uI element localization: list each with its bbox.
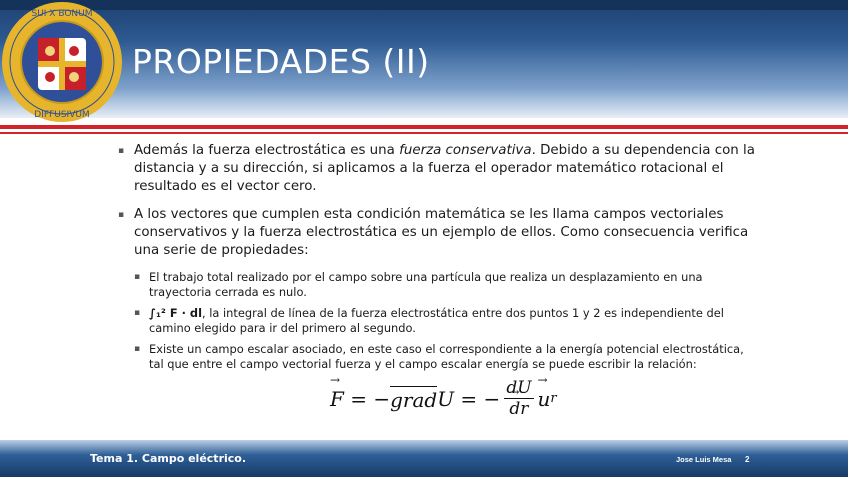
slide-title: PROPIEDADES (II) [132, 42, 430, 81]
sub-bullet-dot-icon: ▪ [134, 272, 141, 282]
formula-fraction [504, 378, 533, 419]
sub-bullet-3 [118, 342, 758, 372]
red-divider-thin [0, 132, 848, 134]
bullet-1-emphasis: fuerza conservativa [399, 143, 532, 158]
footer-course-title: Tema 1. Campo eléctrico. [90, 452, 247, 465]
svg-text:DIFFUSIVUM: DIFFUSIVUM [34, 110, 90, 120]
footer-page-number: 2 [745, 455, 750, 464]
bullet-2-text: A los vectores que cumplen esta condición matemática se les llama campos vectoriales conservativos y la fuerza electrostática es un ejemplo de ellos. Como consecuencia verifica una serie de propiedades: [134, 207, 749, 258]
bullet-1-text-post: . Debido a su dependencia con la distancia y a su dirección, si aplicamos a la fuerza el operador matemático rotacional el resultado es el vector cero. [134, 143, 755, 194]
sub-bullet-2-text: , la integral de línea de la fuerza electrostática entre dos puntos 1 y 2 es independiente del camino elegido para ir del primero al segundo. [149, 306, 724, 335]
formula-unit-vector: → u [538, 387, 551, 411]
gradient-formula [330, 378, 557, 419]
formula-denominator: → dr [509, 399, 528, 419]
sub-bullet-1 [118, 270, 758, 300]
sub-bullet-3-text: Existe un campo escalar asociado, en este caso el correspondiente a la energía potencial electrostática, tal que entre el campo vectorial fuerza y el campo escalar energía se puede escribir la relación: [149, 342, 744, 371]
sub-bullet-2 [118, 306, 758, 336]
formula-grad: grad [390, 387, 438, 412]
red-divider-thick [0, 125, 848, 129]
footer-author: Jose Luis Mesa [676, 455, 732, 464]
formula-numerator: dU [506, 378, 532, 398]
sub-bullet-1-text: El trabajo total realizado por el campo sobre una partícula que realiza un desplazamiento en una trayectoria cerrada es nulo. [149, 270, 703, 299]
bullet-1-text-pre: Además la fuerza electrostática es una [134, 143, 400, 158]
formula-force: → F [330, 387, 344, 411]
formula-mid: U = − [437, 386, 501, 411]
slide-content [118, 142, 758, 378]
svg-text:SUI X BONUM: SUI X BONUM [31, 9, 93, 19]
university-seal-logo [0, 0, 130, 130]
bullet-2 [118, 206, 758, 260]
bullet-1 [118, 142, 758, 196]
formula-eq1: = − [343, 386, 391, 411]
sub-bullet-dot-icon: ▪ [134, 344, 141, 354]
formula-unit-sub: r [550, 391, 557, 406]
bullet-dot-icon: ▪ [118, 210, 125, 220]
sub-bullet-dot-icon: ▪ [134, 308, 141, 318]
line-integral-expression: ∫₁² F · dl [149, 306, 202, 320]
bullet-dot-icon: ▪ [118, 146, 125, 156]
